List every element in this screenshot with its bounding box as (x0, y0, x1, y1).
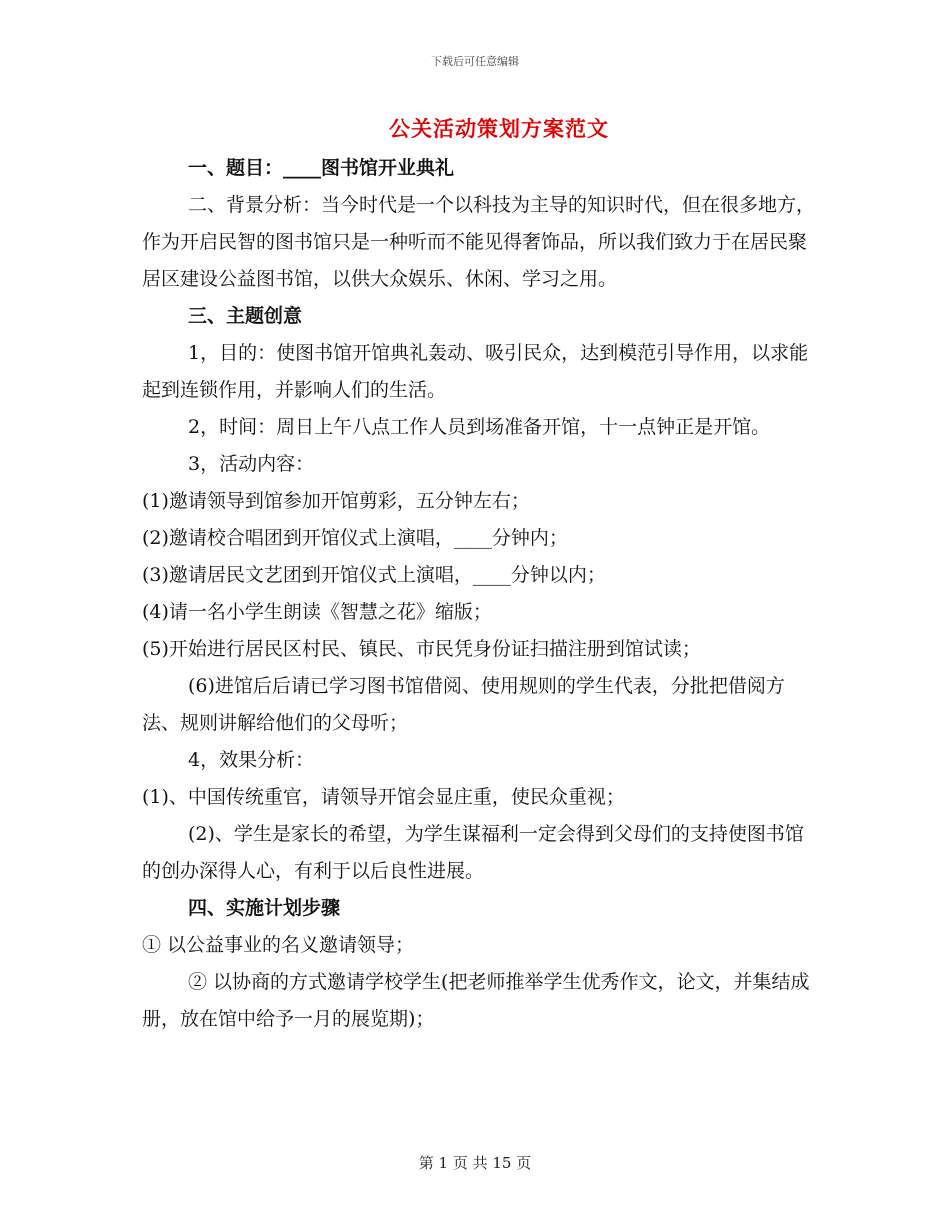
activity-item: (1)邀请领导到馆参加开馆剪彩，五分钟左右； (142, 490, 530, 512)
step-item: ② 以协商的方式邀请学校学生(把老师推举学生优秀作文，论文，并集结成册，放在馆中给予一月的展览期)； (142, 971, 810, 1030)
effect-item: (1)、中国传统重官，请领导开馆会显庄重，使民众重视； (142, 786, 625, 808)
section-background-paragraph: 二、背景分析：当今时代是一个以科技为主导的知识时代，但在很多地方，作为开启民智的图书馆只是一种听而不能见得奢饰品，所以我们致力于在居民聚居区建设公益图书馆，以供大众娱乐、休闲、学习之用。 (142, 194, 816, 290)
section-heading-theme: 三、主题创意 (188, 305, 303, 327)
document-body (142, 150, 822, 1038)
theme-point-time: 2，时间：周日上午八点工作人员到场准备开馆，十一点钟正是开馆。 (188, 416, 771, 438)
page-header-note: 下载后可任意编辑 (431, 55, 519, 68)
section-heading-steps: 四、实施计划步骤 (188, 897, 341, 919)
theme-point-effects: 4，效果分析： (188, 749, 315, 771)
effect-item: (2)、学生是家长的希望，为学生谋福利一定会得到父母们的支持使图书馆的创办深得人心，有利于以后良性进展。 (142, 823, 804, 882)
theme-point-activities: 3，活动内容： (188, 453, 315, 475)
document-title: 公关活动策划方案范文 (389, 117, 609, 141)
theme-point-purpose: 1，目的：使图书馆开馆典礼轰动、吸引民众，达到模范引导作用，以求能起到连锁作用，并影响人们的生活。 (142, 342, 809, 401)
activity-item: (3)邀请居民文艺团到开馆仪式上演唱，____分钟以内； (142, 564, 606, 586)
activity-item: (5)开始进行居民区村民、镇民、市民凭身份证扫描注册到馆试读； (142, 638, 701, 660)
activity-item: (6)进馆后后请已学习图书馆借阅、使用规则的学生代表，分批把借阅方法、规则讲解给他们的父母听； (142, 675, 785, 734)
activity-item: (2)邀请校合唱团到开馆仪式上演唱，____分钟内； (142, 527, 568, 549)
section-heading-topic: 一、题目：____图书馆开业典礼 (188, 157, 455, 179)
page-number: 第 1 页 共 15 页 (418, 1154, 532, 1172)
step-item: ① 以公益事业的名义邀请领导； (142, 934, 415, 956)
activity-item: (4)请一名小学生朗读《智慧之花》缩版； (142, 601, 492, 623)
